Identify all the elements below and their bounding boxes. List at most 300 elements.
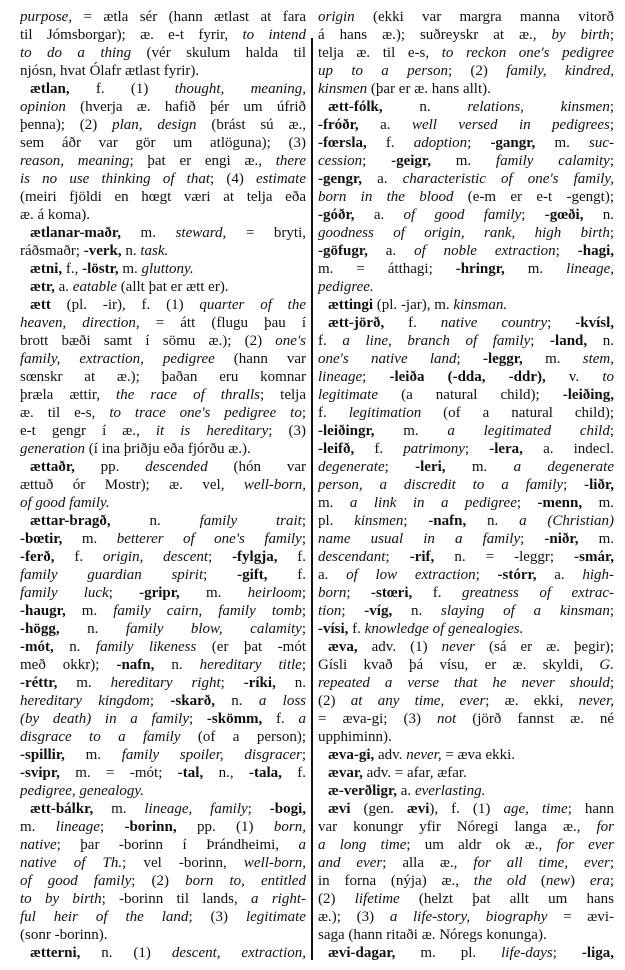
text: (brást sú æ.,: [196, 117, 306, 133]
entry-headline: [318, 782, 614, 800]
text: ;: [108, 585, 140, 601]
headword: -leiðingr,: [318, 423, 375, 439]
text: ; alla æ.,: [382, 855, 474, 871]
text: sœnskr at æ.); þaðan eru komnar: [20, 369, 306, 385]
text: (er þat -mót: [196, 639, 306, 655]
translation: to trace one's pedigree to: [109, 405, 302, 421]
text: m. pl.: [395, 945, 502, 961]
text: ;: [609, 99, 614, 115]
translation: native country: [440, 315, 548, 331]
headword: -svipr,: [20, 765, 60, 781]
text-line: [318, 404, 614, 422]
entry-headline: [318, 764, 614, 782]
text: (helzt þat allt um hans: [399, 891, 614, 907]
headword: ævi-dagar,: [328, 945, 396, 961]
translation: plan, design: [112, 117, 197, 133]
translation: by birth: [551, 27, 610, 43]
text: n.: [121, 243, 141, 259]
text-line: [20, 62, 306, 80]
text: ; (2): [447, 63, 507, 79]
text: adv. (1): [357, 639, 442, 655]
text: n.,: [203, 765, 249, 781]
text: n.: [154, 657, 200, 673]
text: n.: [110, 513, 200, 529]
text-line: [318, 512, 614, 530]
text: m.: [582, 495, 614, 511]
translation: hereditary right: [110, 675, 221, 691]
text-line: [318, 44, 614, 62]
text: ), f. (1): [429, 801, 504, 817]
translation: for ever: [556, 837, 614, 853]
text-line: [318, 494, 614, 512]
text: f.: [354, 441, 404, 457]
text: ;: [346, 585, 371, 601]
text: ;: [403, 513, 429, 529]
text-line: [318, 8, 614, 26]
translation: well versed in pedigrees: [411, 117, 610, 133]
headword: ætlanar-maðr,: [30, 225, 121, 241]
text: (allt þat er ætt er).: [116, 279, 229, 295]
translation: patrimony: [403, 441, 465, 457]
text: ;: [362, 153, 392, 169]
text: með okkr);: [20, 657, 117, 673]
text: ;: [609, 225, 614, 241]
headword: æ-verðligr,: [328, 783, 398, 799]
headword: ættar-bragð,: [30, 513, 111, 529]
translation: not: [437, 711, 457, 727]
text: (vér skulum halda til: [131, 45, 306, 61]
headword: -menn,: [537, 495, 583, 511]
text-line: [318, 62, 614, 80]
text: m.: [62, 531, 117, 547]
text: ættuð ór Mostr); æ. vel,: [20, 477, 244, 493]
translation: high-: [582, 567, 614, 583]
headword: -nafn,: [116, 657, 155, 673]
text: (hann var: [214, 351, 306, 367]
translation: family spoiler, disgracer: [121, 747, 302, 763]
translation: born to, entitled: [185, 873, 306, 889]
text-line: [318, 854, 614, 872]
text: ;: [467, 135, 491, 151]
translation: repeated a verse that he never should: [318, 675, 610, 691]
text: f.: [277, 549, 306, 565]
text-line: [318, 188, 614, 206]
text-line: [318, 278, 614, 296]
text-line: [20, 152, 306, 170]
text: ;: [609, 855, 614, 871]
translation: legitimation: [348, 405, 422, 421]
text: m.: [445, 459, 514, 475]
translation: family trait: [199, 513, 302, 529]
text: ;: [220, 675, 244, 691]
translation: betterer of one's family: [116, 531, 302, 547]
headword: -góðr,: [318, 207, 355, 223]
text: (í ina þriðju eða fjórðu æ.).: [85, 441, 251, 457]
text: ;: [384, 459, 416, 475]
translation: family guardian spirit: [20, 567, 204, 583]
text: n.: [583, 207, 614, 223]
translation: legitimate: [245, 909, 306, 925]
translation: task.: [140, 243, 169, 259]
text: m.: [504, 261, 567, 277]
text-line: [20, 782, 306, 800]
text-line: [20, 386, 306, 404]
translation: person, a discredit to a family: [318, 477, 564, 493]
entry-headline: [318, 314, 614, 332]
headword: -gangr,: [490, 135, 536, 151]
text: ; telja: [259, 387, 306, 403]
text: sem áðr var gör um atlöguna); (3): [20, 135, 306, 151]
translation: for all time, ever: [473, 855, 610, 871]
text: f.: [262, 711, 299, 727]
headword: -högg,: [20, 621, 60, 637]
text: m.: [535, 135, 590, 151]
translation: knowledge of genealogies.: [364, 621, 524, 637]
translation: to do a thing: [20, 45, 132, 61]
entry-headline: [20, 260, 306, 278]
text-line: [20, 242, 306, 260]
translation: a legitimated child: [447, 423, 610, 439]
text: n.: [275, 675, 306, 691]
translation: quarter of the: [199, 297, 306, 313]
text: = bryti,: [226, 225, 306, 241]
text: ;: [609, 423, 614, 439]
text-line: [318, 80, 614, 98]
headword: -skömm,: [206, 711, 263, 727]
text: ; vel -borinn,: [122, 855, 244, 871]
translation: pedigree, genealogy.: [20, 783, 144, 799]
text: ;: [464, 441, 490, 457]
headword: -leiða (-dda, -ddr),: [389, 369, 546, 385]
text: ;: [247, 801, 270, 817]
headword: ætt: [30, 297, 51, 313]
text: ;: [341, 603, 365, 619]
text: m.: [20, 819, 56, 835]
translation: a: [298, 837, 306, 853]
text: ; (3): [188, 909, 246, 925]
translation: to by birth: [20, 891, 102, 907]
translation: of good family: [20, 873, 132, 889]
text-line: [20, 44, 306, 62]
text-line: [318, 908, 614, 926]
headword: -stœri,: [371, 585, 413, 601]
headword: -leifð,: [318, 441, 355, 457]
headword: -lera,: [489, 441, 523, 457]
text: f.: [412, 585, 462, 601]
translation: G.: [599, 657, 614, 673]
text: m.: [374, 423, 448, 439]
text-line: [20, 476, 306, 494]
translation: a right-: [251, 891, 306, 907]
text-line: [318, 458, 614, 476]
text-line: [318, 548, 614, 566]
translation: it is hereditary: [155, 423, 269, 439]
translation: for: [596, 819, 614, 835]
headword: -leiðing,: [562, 387, 614, 403]
text: (of a natural child);: [421, 405, 614, 421]
translation: hereditary kingdom: [20, 693, 150, 709]
text: æ. á koma).: [20, 207, 90, 223]
text: ;: [362, 369, 390, 385]
translation: origin: [318, 9, 355, 25]
text: ; þar -borinn í Þrándheimi,: [56, 837, 299, 853]
headword: -smár,: [574, 549, 614, 565]
text: ;: [208, 549, 233, 565]
text: ;: [521, 207, 545, 223]
translation: a link in a pedigree: [349, 495, 517, 511]
translation: goodness of origin, rank, high birth: [318, 225, 610, 241]
text-line: [318, 836, 614, 854]
translation: well-born,: [243, 477, 306, 493]
headword: -bogi,: [269, 801, 306, 817]
headword: -mót,: [20, 639, 54, 655]
headword: -borinn,: [124, 819, 177, 835]
translation: well-born,: [243, 855, 306, 871]
text-line: [20, 926, 306, 944]
text-line: [20, 26, 306, 44]
translation: native of Th.: [20, 855, 123, 871]
text-line: [318, 368, 614, 386]
headword: -göfugr,: [318, 243, 368, 259]
text: ; (2): [131, 873, 186, 889]
headword: -ríki,: [243, 675, 276, 691]
translation: age, time: [503, 801, 568, 817]
text: (sonr -borinn).: [20, 927, 108, 943]
translation: lineage, family: [144, 801, 248, 817]
text: n.: [382, 99, 468, 115]
translation: to reckon one's pedigree: [441, 45, 614, 61]
translation: descended: [145, 459, 208, 475]
text: f.: [384, 315, 441, 331]
translation: one's: [275, 333, 306, 349]
text-line: [318, 926, 614, 944]
text-line: [20, 890, 306, 908]
translation: family luck: [20, 585, 109, 601]
headword: ætt-fólk,: [328, 99, 383, 115]
text: f.,: [62, 261, 83, 277]
left-column: [20, 8, 306, 962]
text: (ekki var margra manna vitorð: [354, 9, 614, 25]
translation: steward,: [175, 225, 227, 241]
text-line: [20, 746, 306, 764]
headword: -fœrsla,: [318, 135, 367, 151]
headword: -land,: [550, 333, 588, 349]
text-line: [318, 116, 614, 134]
text: m. = -mót;: [59, 765, 178, 781]
text-line: [20, 692, 306, 710]
text: (a natural child);: [378, 387, 563, 403]
translation: family, kindred,: [506, 63, 614, 79]
text: (pl. -ir), f. (1): [50, 297, 200, 313]
text: ;: [609, 27, 614, 43]
text: n.: [587, 333, 614, 349]
text: ;: [609, 117, 614, 133]
text-line: [318, 152, 614, 170]
text: þræla ættir,: [20, 387, 117, 403]
text-line: [20, 314, 306, 332]
text: ;: [456, 351, 483, 367]
text: til Jómsborgar); æ. e-t fyrir,: [20, 27, 243, 43]
text: adv. = afar, æfar.: [362, 765, 467, 781]
text: f.: [348, 621, 365, 637]
text: a.: [397, 783, 415, 799]
headword: -gift,: [237, 567, 268, 583]
text-line: [20, 818, 306, 836]
translation: characteristic of one's family,: [402, 171, 614, 187]
text: (e-m er e-t -gengt);: [453, 189, 614, 205]
translation: lineage: [318, 369, 363, 385]
text-line: [318, 260, 614, 278]
text: upphiminn).: [318, 729, 392, 745]
entry-headline: [20, 512, 306, 530]
text: v.: [545, 369, 603, 385]
headword: ætt-bálkr,: [30, 801, 94, 817]
text: n.: [53, 639, 96, 655]
translation: descent, extraction,: [171, 945, 306, 961]
text: ;: [301, 603, 306, 619]
text: (: [526, 873, 546, 889]
text-line: [318, 602, 614, 620]
headword: -vísi,: [318, 621, 349, 637]
text-line: [20, 134, 306, 152]
text: f.: [281, 765, 306, 781]
text: n. = -leggr;: [434, 549, 575, 565]
text: ;: [530, 333, 551, 349]
text: ;: [301, 747, 306, 763]
translation: kinsman.: [453, 297, 508, 313]
translation: tion: [318, 603, 342, 619]
translation: stem,: [582, 351, 614, 367]
headword: ætlan,: [30, 81, 70, 97]
text: ;: [99, 819, 125, 835]
entry-headline: [20, 80, 306, 98]
text: f.: [267, 567, 306, 583]
text: ;: [301, 621, 306, 637]
text-line: [318, 692, 614, 710]
translation: heaven, direction,: [20, 315, 140, 331]
translation: at any time, ever: [350, 693, 486, 709]
text-line: [318, 890, 614, 908]
text: pp. (1): [176, 819, 274, 835]
translation: up to a person: [318, 63, 448, 79]
column-divider: [311, 38, 313, 960]
text-line: [20, 656, 306, 674]
translation: family, extraction, pedigree: [20, 351, 215, 367]
right-column: [318, 8, 614, 962]
headword: -tal,: [177, 765, 204, 781]
translation: lineage,: [566, 261, 614, 277]
translation: generation: [20, 441, 85, 457]
entry-headline: [318, 944, 614, 962]
text-line: [318, 386, 614, 404]
text: ;: [203, 567, 238, 583]
text-line: [20, 368, 306, 386]
text-line: [20, 98, 306, 116]
text: ;: [385, 549, 410, 565]
headword: æva-gi,: [328, 747, 375, 763]
text-line: [20, 206, 306, 224]
text: ráðsmaðr;: [20, 243, 84, 259]
text: (sá er æ. þegir);: [474, 639, 614, 655]
text: ; hann: [567, 801, 614, 817]
text: ;: [609, 603, 614, 619]
text: ;: [301, 531, 306, 547]
text: ;: [555, 243, 578, 259]
text: ; -borinn til lands,: [101, 891, 252, 907]
text-line: [318, 710, 614, 728]
text: ; um aldr ok æ.,: [406, 837, 557, 853]
text: pl.: [318, 513, 355, 529]
text: a.: [367, 243, 415, 259]
text: n.: [59, 621, 126, 637]
text: = átt (flugu þau í: [139, 315, 306, 331]
headword: ætt-jörð,: [328, 315, 385, 331]
text-line: [318, 620, 614, 638]
text-line: [20, 440, 306, 458]
translation: a (Christian): [519, 513, 614, 529]
translation: relations, kinsmen: [467, 99, 610, 115]
text: f.: [318, 405, 349, 421]
text: f.: [318, 333, 343, 349]
headword: -gengr,: [318, 171, 363, 187]
text: a.: [318, 567, 347, 583]
headword: ævi: [406, 801, 430, 817]
text-line: [20, 116, 306, 134]
text: ;: [609, 153, 614, 169]
text-line: [318, 170, 614, 188]
text: m.: [65, 603, 114, 619]
text: n. (1): [80, 945, 172, 961]
headword: -skarð,: [170, 693, 215, 709]
text: m.: [120, 225, 176, 241]
text: m.: [93, 801, 145, 817]
text: njósn, hvat Ólafr ætlast fyrir).: [20, 63, 200, 79]
headword: -leri,: [415, 459, 446, 475]
translation: to intend: [242, 27, 306, 43]
translation: lineage: [55, 819, 100, 835]
text: a.: [362, 171, 403, 187]
headword: -löstr,: [82, 261, 119, 277]
text: ; æ. ekki,: [485, 693, 579, 709]
text: (jörð fannst æ. né: [456, 711, 614, 727]
translation: kinsmen: [354, 513, 404, 529]
headword: -réttr,: [20, 675, 58, 691]
text: æ.); (3): [318, 909, 390, 925]
text: a. indecl.: [522, 441, 614, 457]
headword: ættingi: [328, 297, 373, 313]
text: = ævi-: [547, 909, 614, 925]
text-line: [318, 224, 614, 242]
translation: suc-: [589, 135, 614, 151]
text-line: [20, 602, 306, 620]
text-line: [20, 854, 306, 872]
translation: origin, descent: [102, 549, 209, 565]
text-line: [318, 584, 614, 602]
text: f. (1): [69, 81, 175, 97]
text-line: [20, 908, 306, 926]
headword: -víg,: [364, 603, 393, 619]
headword: -fylgja,: [232, 549, 278, 565]
text: m.: [118, 261, 142, 277]
entry-headline: [20, 296, 306, 314]
entry-headline: [20, 944, 306, 962]
headword: -rif,: [409, 549, 435, 565]
text-line: [318, 674, 614, 692]
translation: pedigree.: [318, 279, 374, 295]
text: ;: [520, 531, 545, 547]
translation: (by death) in a family: [20, 711, 189, 727]
text: ; (4): [210, 171, 256, 187]
